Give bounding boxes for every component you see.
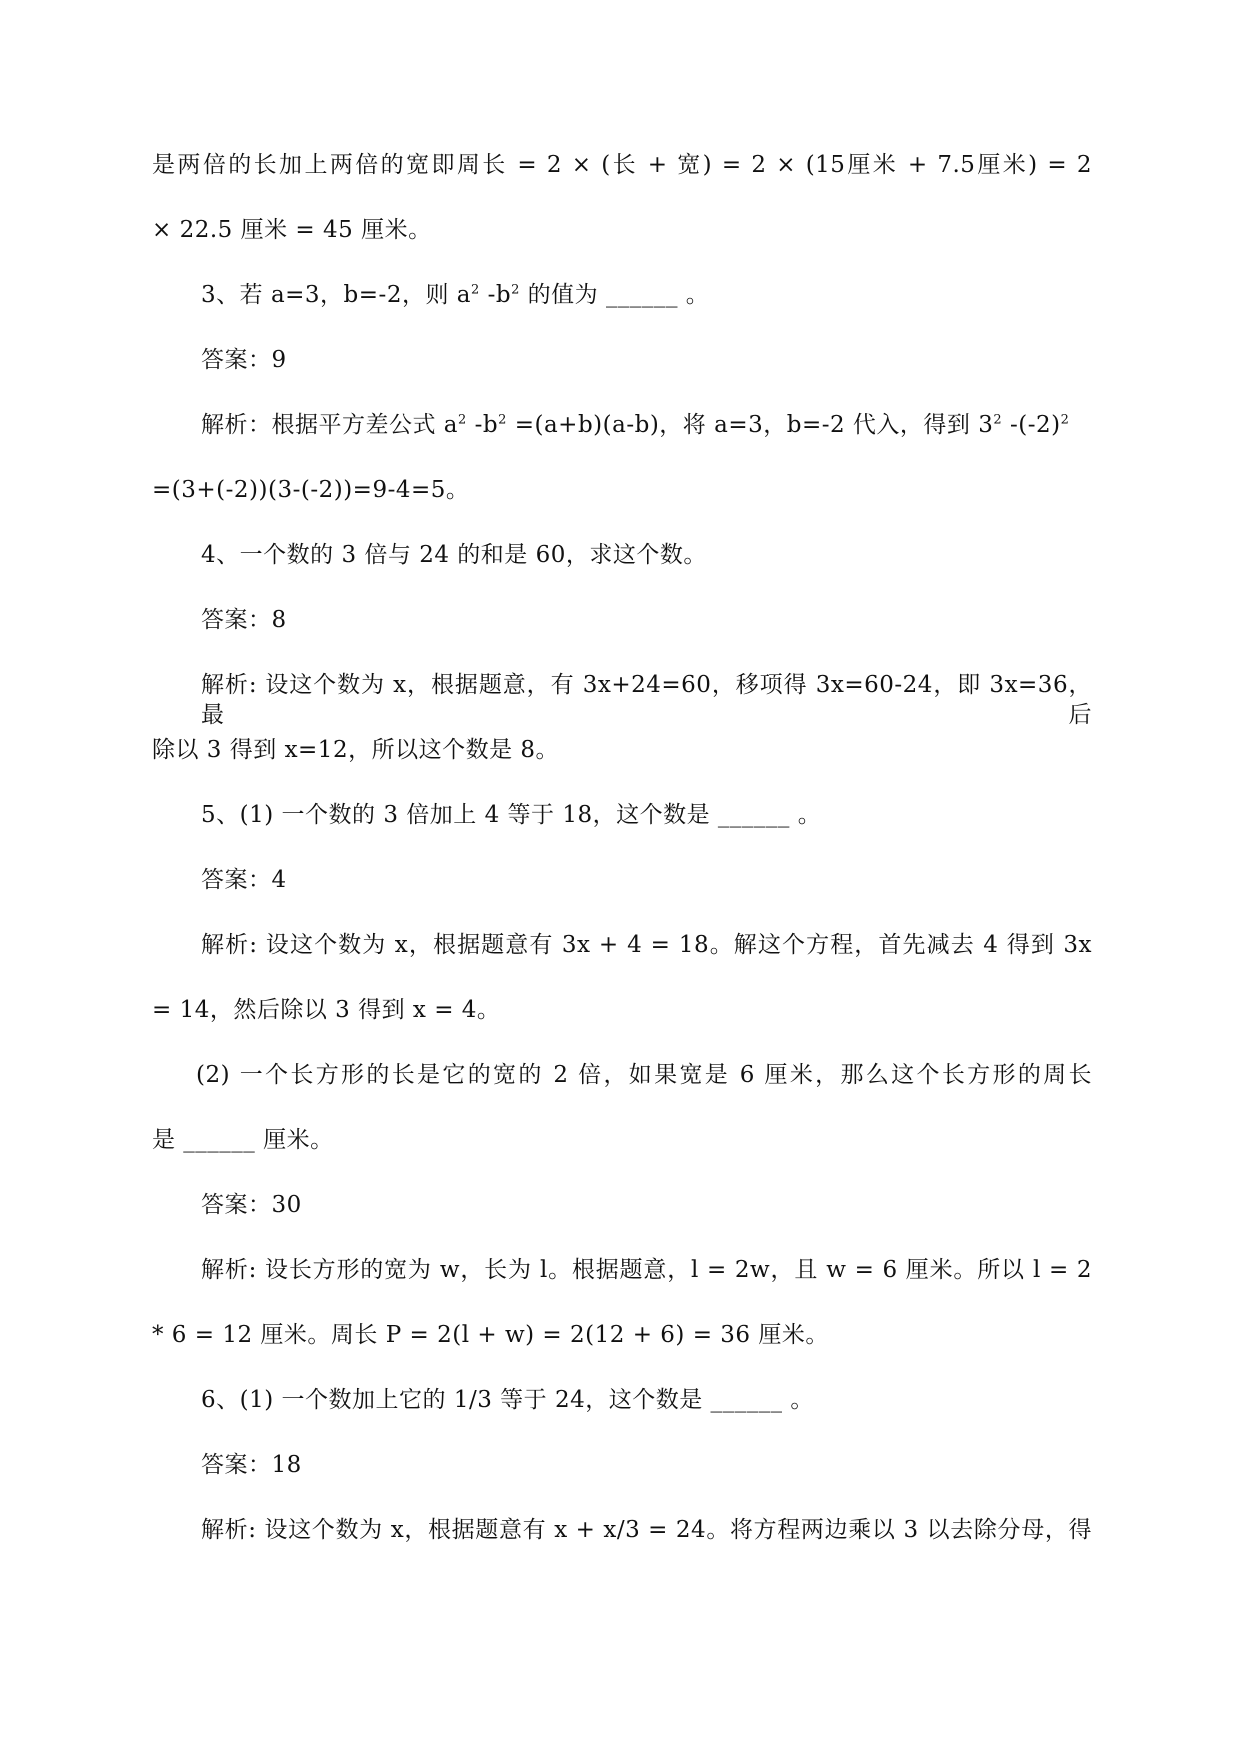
explanation-5-1: 解析: 设这个数为 x，根据题意有 3x + 4 = 18。解这个方程，首先减去 4 得到 3x bbox=[201, 932, 1092, 958]
explanation-4-cont: 除以 3 得到 x=12，所以这个数是 8。 bbox=[152, 737, 560, 763]
text-line: × 22.5 厘米 = 45 厘米。 bbox=[152, 217, 432, 243]
question-5-1: 5、(1) 一个数的 3 倍加上 4 等于 18，这个数是 ______ 。 bbox=[201, 802, 822, 828]
answer-3: 答案：9 bbox=[201, 347, 287, 373]
explanation-5-2-cont: * 6 = 12 厘米。周长 P = 2(l + w) = 2(12 + 6) = 36 厘米。 bbox=[152, 1322, 829, 1348]
explanation-5-2: 解析: 设长方形的宽为 w，长为 l。根据题意，l = 2w，且 w = 6 厘米。所以 l = 2 bbox=[201, 1257, 1092, 1283]
question-5-2-cont: 是 ______ 厘米。 bbox=[152, 1127, 334, 1153]
answer-4: 答案：8 bbox=[201, 607, 287, 633]
explanation-6-1: 解析: 设这个数为 x，根据题意有 x + x/3 = 24。将方程两边乘以 3 以去除分母，得 bbox=[201, 1517, 1092, 1543]
answer-5-1: 答案：4 bbox=[201, 867, 287, 893]
explanation-4: 解析: 设这个数为 x，根据题意，有 3x+24=60，移项得 3x=60-24，即 3x=36，最后 bbox=[201, 672, 1092, 728]
explanation-5-1-cont: = 14，然后除以 3 得到 x = 4。 bbox=[152, 997, 501, 1023]
answer-5-2: 答案：30 bbox=[201, 1192, 302, 1218]
question-6-1: 6、(1) 一个数加上它的 1/3 等于 24，这个数是 ______ 。 bbox=[201, 1387, 814, 1413]
explanation-3-cont: =(3+(-2))(3-(-2))=9-4=5。 bbox=[152, 477, 470, 503]
text-line: 是两倍的长加上两倍的宽即周长 = 2 × (长 + 宽) = 2 × (15厘米 + 7.5厘米) = 2 bbox=[152, 152, 1092, 178]
answer-6-1: 答案：18 bbox=[201, 1452, 302, 1478]
question-5-2: (2) 一个长方形的长是它的宽的 2 倍，如果宽是 6 厘米，那么这个长方形的周长 bbox=[196, 1062, 1092, 1088]
question-4: 4、一个数的 3 倍与 24 的和是 60，求这个数。 bbox=[201, 542, 707, 568]
question-3: 3、若 a=3，b=-2，则 $a^2$ $-b^2$ 的值为 ______ 。 bbox=[201, 282, 710, 308]
explanation-3: 解析：根据平方差公式 $a^2$ $-b^2 =(a+b)(a-b)$，将 a=3，b=-2 代入，得到 $3^2$ $-(-2)^2$ bbox=[201, 412, 1070, 438]
